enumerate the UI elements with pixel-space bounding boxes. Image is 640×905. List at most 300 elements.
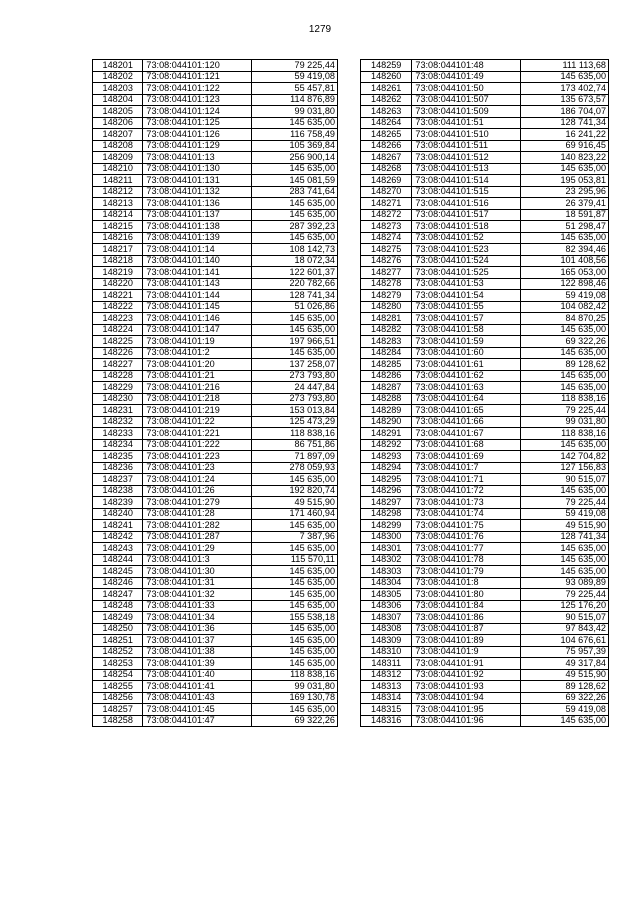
cadastral-number-cell: 73:08:044101:91 — [412, 658, 521, 670]
row-number-cell: 148210 — [93, 163, 143, 175]
table-row — [93, 485, 338, 497]
cadastral-number-cell: 73:08:044101:74 — [412, 508, 521, 520]
table-row — [93, 474, 338, 486]
cadastral-number-cell: 73:08:044101:50 — [412, 83, 521, 95]
table-row — [361, 382, 609, 394]
row-number-cell: 148286 — [361, 370, 412, 382]
cadastral-number-cell: 73:08:044101:65 — [412, 405, 521, 417]
value-cell: 101 408,56 — [521, 255, 609, 267]
row-number-cell: 148206 — [93, 117, 143, 129]
table-row — [361, 405, 609, 417]
value-cell: 145 635,00 — [252, 658, 338, 670]
cadastral-number-cell: 73:08:044101:87 — [412, 623, 521, 635]
cadastral-number-cell: 73:08:044101:61 — [412, 359, 521, 371]
value-cell: 145 635,00 — [252, 163, 338, 175]
cadastral-number-cell: 73:08:044101:123 — [143, 94, 252, 106]
table-row — [361, 566, 609, 578]
cadastral-number-cell: 73:08:044101:62 — [412, 370, 521, 382]
value-cell: 114 876,89 — [252, 94, 338, 106]
table-row — [361, 439, 609, 451]
row-number-cell: 148223 — [93, 313, 143, 325]
table-row — [361, 106, 609, 118]
table-row — [361, 370, 609, 382]
value-cell: 273 793,80 — [252, 393, 338, 405]
table-row — [93, 543, 338, 555]
row-number-cell: 148301 — [361, 543, 412, 555]
table-row — [93, 359, 338, 371]
cadastral-number-cell: 73:08:044101:7 — [412, 462, 521, 474]
cadastral-number-cell: 73:08:044101:45 — [143, 704, 252, 716]
table-row — [361, 623, 609, 635]
table-row — [93, 198, 338, 210]
table-row — [93, 416, 338, 428]
cadastral-number-cell: 73:08:044101:31 — [143, 577, 252, 589]
value-cell: 69 322,26 — [521, 692, 609, 704]
cadastral-number-cell: 73:08:044101:279 — [143, 497, 252, 509]
value-cell: 59 419,08 — [521, 508, 609, 520]
cadastral-number-cell: 73:08:044101:77 — [412, 543, 521, 555]
table-row — [93, 531, 338, 543]
row-number-cell: 148226 — [93, 347, 143, 359]
cadastral-number-cell: 73:08:044101:507 — [412, 94, 521, 106]
row-number-cell: 148276 — [361, 255, 412, 267]
value-cell: 93 089,89 — [521, 577, 609, 589]
cadastral-number-cell: 73:08:044101:80 — [412, 589, 521, 601]
row-number-cell: 148314 — [361, 692, 412, 704]
cadastral-number-cell: 73:08:044101:96 — [412, 715, 521, 727]
value-cell: 79 225,44 — [521, 497, 609, 509]
row-number-cell: 148245 — [93, 566, 143, 578]
value-cell: 145 635,00 — [252, 646, 338, 658]
cadastral-number-cell: 73:08:044101:132 — [143, 186, 252, 198]
cadastral-number-cell: 73:08:044101:76 — [412, 531, 521, 543]
value-cell: 145 635,00 — [252, 347, 338, 359]
cadastral-number-cell: 73:08:044101:64 — [412, 393, 521, 405]
cadastral-number-cell: 73:08:044101:2 — [143, 347, 252, 359]
row-number-cell: 148260 — [361, 71, 412, 83]
cadastral-number-cell: 73:08:044101:511 — [412, 140, 521, 152]
row-number-cell: 148212 — [93, 186, 143, 198]
row-number-cell: 148201 — [93, 60, 143, 72]
table-row — [93, 577, 338, 589]
cadastral-number-cell: 73:08:044101:75 — [412, 520, 521, 532]
cadastral-number-cell: 73:08:044101:13 — [143, 152, 252, 164]
row-number-cell: 148230 — [93, 393, 143, 405]
value-cell: 145 635,00 — [521, 232, 609, 244]
page-number: 1279 — [308, 24, 332, 35]
row-number-cell: 148219 — [93, 267, 143, 279]
value-cell: 86 751,86 — [252, 439, 338, 451]
row-number-cell: 148290 — [361, 416, 412, 428]
row-number-cell: 148213 — [93, 198, 143, 210]
cadastral-number-cell: 73:08:044101:47 — [143, 715, 252, 727]
value-cell: 79 225,44 — [521, 405, 609, 417]
table-row — [93, 382, 338, 394]
value-cell: 145 635,00 — [252, 232, 338, 244]
row-number-cell: 148238 — [93, 485, 143, 497]
value-cell: 105 369,84 — [252, 140, 338, 152]
cadastral-number-cell: 73:08:044101:223 — [143, 451, 252, 463]
value-cell: 145 635,00 — [252, 623, 338, 635]
row-number-cell: 148297 — [361, 497, 412, 509]
cadastral-number-cell: 73:08:044101:24 — [143, 474, 252, 486]
cadastral-number-cell: 73:08:044101:26 — [143, 485, 252, 497]
value-cell: 7 387,96 — [252, 531, 338, 543]
table-row — [93, 692, 338, 704]
row-number-cell: 148294 — [361, 462, 412, 474]
cadastral-number-cell: 73:08:044101:36 — [143, 623, 252, 635]
row-number-cell: 148280 — [361, 301, 412, 313]
cadastral-number-cell: 73:08:044101:34 — [143, 612, 252, 624]
table-row — [361, 416, 609, 428]
row-number-cell: 148263 — [361, 106, 412, 118]
row-number-cell: 148222 — [93, 301, 143, 313]
value-cell: 128 741,34 — [521, 531, 609, 543]
registry-table-right-body — [361, 60, 609, 727]
value-cell: 145 635,00 — [252, 589, 338, 601]
cadastral-number-cell: 73:08:044101:509 — [412, 106, 521, 118]
cadastral-number-cell: 73:08:044101:43 — [143, 692, 252, 704]
value-cell: 145 635,00 — [252, 704, 338, 716]
cadastral-number-cell: 73:08:044101:38 — [143, 646, 252, 658]
value-cell: 220 782,66 — [252, 278, 338, 290]
row-number-cell: 148247 — [93, 589, 143, 601]
row-number-cell: 148309 — [361, 635, 412, 647]
cadastral-number-cell: 73:08:044101:124 — [143, 106, 252, 118]
value-cell: 186 704,07 — [521, 106, 609, 118]
table-row — [93, 681, 338, 693]
table-row — [361, 474, 609, 486]
row-number-cell: 148237 — [93, 474, 143, 486]
table-row — [93, 175, 338, 187]
value-cell: 171 460,94 — [252, 508, 338, 520]
cadastral-number-cell: 73:08:044101:146 — [143, 313, 252, 325]
row-number-cell: 148218 — [93, 255, 143, 267]
row-number-cell: 148305 — [361, 589, 412, 601]
value-cell: 118 838,16 — [252, 669, 338, 681]
table-row — [361, 301, 609, 313]
cadastral-number-cell: 73:08:044101:131 — [143, 175, 252, 187]
value-cell: 165 053,00 — [521, 267, 609, 279]
row-number-cell: 148310 — [361, 646, 412, 658]
value-cell: 75 957,39 — [521, 646, 609, 658]
row-number-cell: 148231 — [93, 405, 143, 417]
row-number-cell: 148295 — [361, 474, 412, 486]
table-row — [361, 393, 609, 405]
row-number-cell: 148267 — [361, 152, 412, 164]
value-cell: 145 635,00 — [521, 439, 609, 451]
value-cell: 145 635,00 — [521, 554, 609, 566]
value-cell: 84 870,25 — [521, 313, 609, 325]
cadastral-number-cell: 73:08:044101:512 — [412, 152, 521, 164]
row-number-cell: 148315 — [361, 704, 412, 716]
value-cell: 51 026,86 — [252, 301, 338, 313]
table-row — [361, 692, 609, 704]
row-number-cell: 148316 — [361, 715, 412, 727]
cadastral-number-cell: 73:08:044101:66 — [412, 416, 521, 428]
cadastral-number-cell: 73:08:044101:37 — [143, 635, 252, 647]
row-number-cell: 148256 — [93, 692, 143, 704]
cadastral-number-cell: 73:08:044101:78 — [412, 554, 521, 566]
table-row — [361, 715, 609, 727]
cadastral-number-cell: 73:08:044101:136 — [143, 198, 252, 210]
row-number-cell: 148289 — [361, 405, 412, 417]
value-cell: 145 635,00 — [252, 520, 338, 532]
row-number-cell: 148266 — [361, 140, 412, 152]
table-row — [93, 600, 338, 612]
row-number-cell: 148243 — [93, 543, 143, 555]
row-number-cell: 148281 — [361, 313, 412, 325]
table-row — [93, 715, 338, 727]
row-number-cell: 148273 — [361, 221, 412, 233]
value-cell: 125 176,20 — [521, 600, 609, 612]
cadastral-number-cell: 73:08:044101:139 — [143, 232, 252, 244]
value-cell: 145 081,59 — [252, 175, 338, 187]
row-number-cell: 148299 — [361, 520, 412, 532]
value-cell: 137 258,07 — [252, 359, 338, 371]
table-row — [361, 232, 609, 244]
value-cell: 145 635,00 — [252, 474, 338, 486]
cadastral-number-cell: 73:08:044101:145 — [143, 301, 252, 313]
value-cell: 23 295,96 — [521, 186, 609, 198]
row-number-cell: 148285 — [361, 359, 412, 371]
cadastral-number-cell: 73:08:044101:29 — [143, 543, 252, 555]
table-row — [93, 267, 338, 279]
table-row — [361, 336, 609, 348]
table-row — [361, 658, 609, 670]
cadastral-number-cell: 73:08:044101:219 — [143, 405, 252, 417]
cadastral-number-cell: 73:08:044101:147 — [143, 324, 252, 336]
row-number-cell: 148268 — [361, 163, 412, 175]
value-cell: 51 298,47 — [521, 221, 609, 233]
row-number-cell: 148220 — [93, 278, 143, 290]
value-cell: 145 635,00 — [252, 566, 338, 578]
row-number-cell: 148225 — [93, 336, 143, 348]
value-cell: 145 635,00 — [521, 347, 609, 359]
row-number-cell: 148240 — [93, 508, 143, 520]
value-cell: 69 322,26 — [252, 715, 338, 727]
cadastral-number-cell: 73:08:044101:84 — [412, 600, 521, 612]
row-number-cell: 148205 — [93, 106, 143, 118]
row-number-cell: 148288 — [361, 393, 412, 405]
value-cell: 145 635,00 — [252, 543, 338, 555]
row-number-cell: 148236 — [93, 462, 143, 474]
value-cell: 118 838,16 — [521, 393, 609, 405]
row-number-cell: 148211 — [93, 175, 143, 187]
cadastral-number-cell: 73:08:044101:3 — [143, 554, 252, 566]
value-cell: 69 916,45 — [521, 140, 609, 152]
table-row — [93, 278, 338, 290]
table-row — [361, 646, 609, 658]
row-number-cell: 148283 — [361, 336, 412, 348]
cadastral-number-cell: 73:08:044101:23 — [143, 462, 252, 474]
row-number-cell: 148272 — [361, 209, 412, 221]
value-cell: 108 142,73 — [252, 244, 338, 256]
table-row — [93, 106, 338, 118]
table-row — [361, 704, 609, 716]
row-number-cell: 148307 — [361, 612, 412, 624]
table-row — [361, 221, 609, 233]
cadastral-number-cell: 73:08:044101:60 — [412, 347, 521, 359]
row-number-cell: 148244 — [93, 554, 143, 566]
cadastral-number-cell: 73:08:044101:63 — [412, 382, 521, 394]
table-row — [361, 635, 609, 647]
cadastral-number-cell: 73:08:044101:14 — [143, 244, 252, 256]
row-number-cell: 148241 — [93, 520, 143, 532]
value-cell: 192 820,74 — [252, 485, 338, 497]
row-number-cell: 148269 — [361, 175, 412, 187]
row-number-cell: 148257 — [93, 704, 143, 716]
table-row — [361, 60, 609, 72]
table-row — [93, 405, 338, 417]
value-cell: 197 966,51 — [252, 336, 338, 348]
cadastral-number-cell: 73:08:044101:9 — [412, 646, 521, 658]
table-row — [361, 140, 609, 152]
value-cell: 127 156,83 — [521, 462, 609, 474]
cadastral-number-cell: 73:08:044101:40 — [143, 669, 252, 681]
cadastral-number-cell: 73:08:044101:71 — [412, 474, 521, 486]
table-row — [361, 83, 609, 95]
table-row — [361, 589, 609, 601]
value-cell: 115 570,11 — [252, 554, 338, 566]
row-number-cell: 148233 — [93, 428, 143, 440]
row-number-cell: 148239 — [93, 497, 143, 509]
cadastral-number-cell: 73:08:044101:144 — [143, 290, 252, 302]
table-row — [93, 635, 338, 647]
value-cell: 26 379,41 — [521, 198, 609, 210]
table-row — [93, 60, 338, 72]
cadastral-number-cell: 73:08:044101:125 — [143, 117, 252, 129]
value-cell: 256 900,14 — [252, 152, 338, 164]
cadastral-number-cell: 73:08:044101:33 — [143, 600, 252, 612]
table-row — [93, 94, 338, 106]
row-number-cell: 148311 — [361, 658, 412, 670]
value-cell: 122 898,46 — [521, 278, 609, 290]
cadastral-number-cell: 73:08:044101:518 — [412, 221, 521, 233]
table-row — [361, 313, 609, 325]
cadastral-number-cell: 73:08:044101:525 — [412, 267, 521, 279]
table-row — [93, 439, 338, 451]
cadastral-number-cell: 73:08:044101:19 — [143, 336, 252, 348]
cadastral-number-cell: 73:08:044101:221 — [143, 428, 252, 440]
row-number-cell: 148221 — [93, 290, 143, 302]
cadastral-number-cell: 73:08:044101:516 — [412, 198, 521, 210]
table-row — [361, 324, 609, 336]
value-cell: 145 635,00 — [521, 370, 609, 382]
cadastral-number-cell: 73:08:044101:120 — [143, 60, 252, 72]
row-number-cell: 148278 — [361, 278, 412, 290]
row-number-cell: 148235 — [93, 451, 143, 463]
row-number-cell: 148287 — [361, 382, 412, 394]
table-row — [361, 462, 609, 474]
table-row — [361, 152, 609, 164]
cadastral-number-cell: 73:08:044101:282 — [143, 520, 252, 532]
value-cell: 49 515,90 — [252, 497, 338, 509]
table-row — [361, 669, 609, 681]
row-number-cell: 148292 — [361, 439, 412, 451]
table-row — [93, 336, 338, 348]
cadastral-number-cell: 73:08:044101:28 — [143, 508, 252, 520]
value-cell: 118 838,16 — [252, 428, 338, 440]
value-cell: 18 591,87 — [521, 209, 609, 221]
value-cell: 59 419,08 — [252, 71, 338, 83]
table-row — [361, 600, 609, 612]
value-cell: 278 059,93 — [252, 462, 338, 474]
cadastral-number-cell: 73:08:044101:141 — [143, 267, 252, 279]
row-number-cell: 148202 — [93, 71, 143, 83]
table-row — [361, 485, 609, 497]
value-cell: 145 635,00 — [252, 577, 338, 589]
row-number-cell: 148255 — [93, 681, 143, 693]
cadastral-number-cell: 73:08:044101:8 — [412, 577, 521, 589]
row-number-cell: 148308 — [361, 623, 412, 635]
cadastral-number-cell: 73:08:044101:58 — [412, 324, 521, 336]
value-cell: 59 419,08 — [521, 704, 609, 716]
value-cell: 128 741,34 — [521, 117, 609, 129]
row-number-cell: 148234 — [93, 439, 143, 451]
cadastral-number-cell: 73:08:044101:513 — [412, 163, 521, 175]
table-row — [361, 244, 609, 256]
cadastral-number-cell: 73:08:044101:95 — [412, 704, 521, 716]
value-cell: 145 635,00 — [252, 313, 338, 325]
cadastral-number-cell: 73:08:044101:68 — [412, 439, 521, 451]
table-row — [93, 554, 338, 566]
cadastral-number-cell: 73:08:044101:48 — [412, 60, 521, 72]
cadastral-number-cell: 73:08:044101:69 — [412, 451, 521, 463]
table-row — [361, 543, 609, 555]
row-number-cell: 148215 — [93, 221, 143, 233]
cadastral-number-cell: 73:08:044101:89 — [412, 635, 521, 647]
table-row — [361, 612, 609, 624]
value-cell: 90 515,07 — [521, 474, 609, 486]
cadastral-number-cell: 73:08:044101:72 — [412, 485, 521, 497]
table-row — [361, 554, 609, 566]
value-cell: 99 031,80 — [521, 416, 609, 428]
table-row — [93, 209, 338, 221]
table-row — [93, 301, 338, 313]
value-cell: 82 394,46 — [521, 244, 609, 256]
row-number-cell: 148282 — [361, 324, 412, 336]
row-number-cell: 148204 — [93, 94, 143, 106]
table-row — [93, 117, 338, 129]
table-row — [93, 71, 338, 83]
table-row — [361, 290, 609, 302]
table-row — [361, 508, 609, 520]
value-cell: 145 635,00 — [252, 209, 338, 221]
table-row — [93, 152, 338, 164]
row-number-cell: 148217 — [93, 244, 143, 256]
value-cell: 116 758,49 — [252, 129, 338, 141]
value-cell: 145 635,00 — [521, 163, 609, 175]
cadastral-number-cell: 73:08:044101:510 — [412, 129, 521, 141]
value-cell: 169 130,78 — [252, 692, 338, 704]
value-cell: 145 635,00 — [521, 715, 609, 727]
table-row — [93, 497, 338, 509]
cadastral-number-cell: 73:08:044101:222 — [143, 439, 252, 451]
table-row — [361, 198, 609, 210]
table-row — [93, 612, 338, 624]
table-row — [93, 508, 338, 520]
cadastral-number-cell: 73:08:044101:523 — [412, 244, 521, 256]
table-row — [93, 462, 338, 474]
table-row — [93, 566, 338, 578]
row-number-cell: 148313 — [361, 681, 412, 693]
registry-table-left — [92, 59, 338, 727]
value-cell: 89 128,62 — [521, 359, 609, 371]
cadastral-number-cell: 73:08:044101:32 — [143, 589, 252, 601]
cadastral-number-cell: 73:08:044101:514 — [412, 175, 521, 187]
row-number-cell: 148261 — [361, 83, 412, 95]
